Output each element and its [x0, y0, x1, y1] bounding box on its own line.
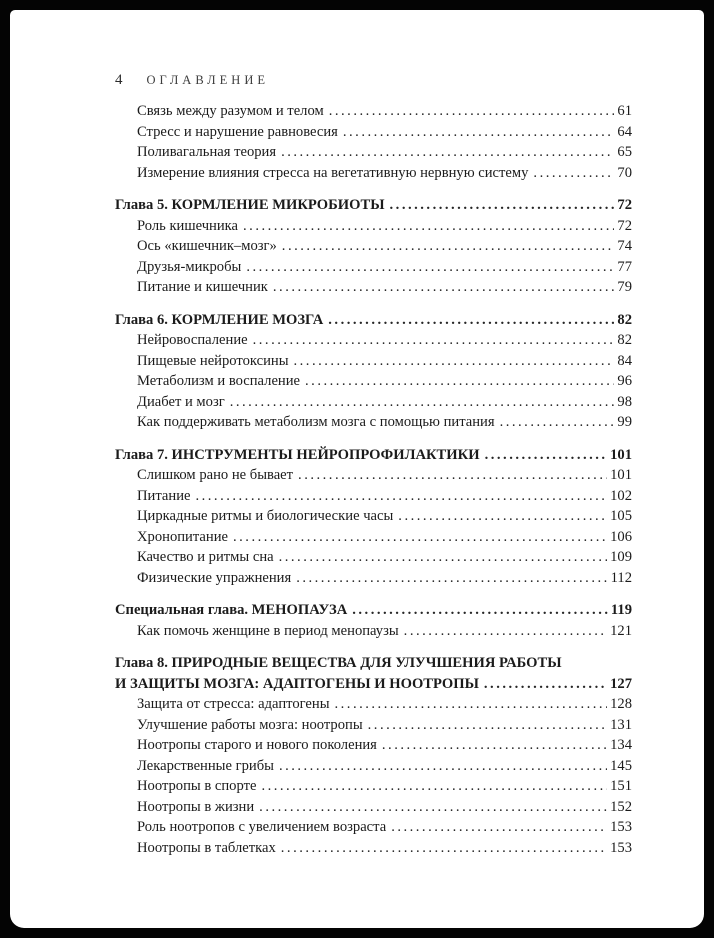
toc-entry-label: Циркадные ритмы и биологические часы [137, 508, 394, 524]
toc-entry-label: Нейровоспаление [137, 332, 248, 348]
toc-sub-entry [115, 817, 632, 838]
toc-sub-entry [115, 371, 632, 392]
toc-entry-label: Улучшение работы мозга: ноотропы [137, 716, 363, 733]
toc-sub-entry [115, 776, 632, 797]
toc-entry-page-number: 61 [617, 103, 632, 119]
dot-leader [279, 547, 608, 568]
toc-entry-line [115, 330, 632, 351]
toc-entry-page-number: 105 [610, 508, 632, 524]
toc-entry-page-number: 102 [610, 487, 632, 504]
toc-entry-page-number: 74 [617, 238, 632, 254]
dot-leader [273, 277, 615, 298]
toc-entry-line [115, 568, 632, 589]
toc-entry-line [115, 195, 632, 216]
toc-entry-label: Связь между разумом и телом [137, 103, 324, 119]
toc-sub-entry [115, 486, 632, 507]
toc-sub-entry [115, 527, 632, 548]
dot-leader [328, 310, 614, 331]
toc-entry-label: Питание [137, 487, 191, 504]
toc-entry-page-number: 98 [617, 393, 632, 410]
toc-entry-line [115, 486, 632, 507]
toc-entry-page-number: 121 [610, 622, 632, 639]
dot-leader [404, 621, 607, 642]
toc-entry-label: Поливагальная теория [137, 144, 277, 160]
toc-chapter-entry [115, 195, 632, 216]
toc-entry-line [115, 735, 632, 756]
toc-entry-line [115, 797, 632, 818]
dot-leader [195, 486, 607, 507]
toc-entry-label: Роль ноотропов с увеличением возраста [137, 819, 387, 835]
page-number: 4 [115, 72, 123, 88]
toc-sub-entry [115, 756, 632, 777]
toc-sub-entry [115, 412, 632, 433]
toc-entry-line [115, 277, 632, 298]
toc-entry-page-number: 82 [617, 311, 632, 328]
toc-entry-page-number: 153 [610, 839, 632, 856]
dot-leader [279, 756, 607, 777]
dot-leader [484, 674, 607, 695]
running-head: ОГЛАВЛЕНИЕ [146, 73, 269, 87]
dot-leader [329, 101, 615, 122]
toc-entry-page-number: 72 [617, 217, 632, 234]
toc-sub-entry [115, 797, 632, 818]
toc-entry-label: Физические упражнения [137, 569, 292, 586]
dot-leader [390, 195, 615, 216]
dot-leader [533, 163, 614, 184]
toc-entry-label: Глава 6. КОРМЛЕНИЕ МОЗГА [115, 311, 324, 328]
dot-leader [485, 445, 608, 466]
toc-entry-line [115, 412, 632, 433]
toc-sub-entry [115, 101, 632, 122]
toc-entry-line [115, 694, 632, 715]
toc-entry-label: Лекарственные грибы [137, 757, 274, 774]
toc-entry-line [115, 236, 632, 257]
toc-sub-entry [115, 465, 632, 486]
toc-entry-page-number: 127 [610, 675, 632, 692]
toc-entry-page-number: 106 [610, 528, 632, 545]
dot-leader [261, 776, 607, 797]
toc-entry-line [115, 392, 632, 413]
toc-entry-page-number: 153 [610, 819, 632, 835]
toc-entry-label: Качество и ритмы сна [137, 549, 274, 565]
toc-entry-label: Ноотропы в спорте [137, 778, 257, 794]
toc-sub-entry [115, 330, 632, 351]
dot-leader [259, 797, 607, 818]
toc-entry-line [115, 600, 632, 621]
toc-entry-page-number: 65 [617, 144, 632, 160]
dot-leader [500, 412, 615, 433]
dot-leader [343, 122, 615, 143]
toc-sub-entry [115, 236, 632, 257]
toc-entry-page-number: 128 [610, 696, 632, 712]
dot-leader [243, 216, 614, 237]
toc-entry-page-number: 152 [610, 798, 632, 815]
toc-entry-line [115, 674, 632, 695]
toc-entry-label: Слишком рано не бывает [137, 467, 294, 483]
toc-entry-label: Питание и кишечник [137, 279, 268, 295]
dot-leader [305, 371, 614, 392]
toc-sub-entry [115, 142, 632, 163]
toc-entry-label: Ось «кишечник–мозг» [137, 238, 277, 254]
toc-entry-line [115, 506, 632, 527]
toc-entry-page-number: 109 [610, 549, 632, 565]
toc-entry-label: Роль кишечника [137, 217, 239, 234]
toc-sub-entry [115, 257, 632, 278]
toc-sub-entry [115, 694, 632, 715]
toc-entry-line [115, 101, 632, 122]
toc-entry-label: Глава 7. ИНСТРУМЕНТЫ НЕЙРОПРОФИЛАКТИКИ [115, 446, 480, 463]
toc-sub-entry [115, 838, 632, 859]
toc-sub-entry [115, 506, 632, 527]
toc-entry-page-number: 70 [617, 164, 632, 181]
toc-chapter-entry [115, 653, 632, 694]
toc-sub-entry [115, 568, 632, 589]
toc-entry-line [115, 122, 632, 143]
toc-entry-label: Хронопитание [137, 528, 228, 545]
page-header [115, 72, 632, 89]
toc-entry-line [115, 465, 632, 486]
toc-entry-label: Диабет и мозг [137, 393, 225, 410]
dot-leader [281, 838, 607, 859]
toc-entry-line [115, 445, 632, 466]
toc-entry-line [115, 756, 632, 777]
toc-entry-label: Друзья-микробы [137, 258, 242, 275]
toc-entry-line [115, 527, 632, 548]
toc-entry-page-number: 119 [610, 602, 632, 618]
toc-entry-label: Специальная глава. МЕНОПАУЗА [115, 602, 348, 618]
toc-entry-label: Как поддерживать метаболизм мозга с помощью питания [137, 414, 495, 430]
toc-chapter-entry [115, 445, 632, 466]
toc-entry-page-number: 134 [610, 737, 632, 753]
toc-sub-entry [115, 715, 632, 736]
dot-leader [253, 330, 615, 351]
dot-leader [335, 694, 608, 715]
toc-entry-line [115, 371, 632, 392]
toc-entry-line [115, 817, 632, 838]
toc-entry-label: Защита от стресса: адаптогены [137, 696, 330, 712]
toc-entry-line [115, 310, 632, 331]
toc-sub-entry [115, 277, 632, 298]
toc-entry-line [115, 838, 632, 859]
toc-entry-page-number: 82 [617, 332, 632, 348]
dot-leader [296, 568, 607, 589]
dot-leader [382, 735, 607, 756]
toc-entry-label: И ЗАЩИТЫ МОЗГА: АДАПТОГЕНЫ И НООТРОПЫ [115, 675, 479, 692]
dot-leader [294, 351, 615, 372]
toc-entry-line [115, 257, 632, 278]
dot-leader [352, 600, 608, 621]
table-of-contents [115, 101, 632, 858]
toc-entry-label: Стресс и нарушение равновесия [137, 123, 338, 140]
toc-entry-label: Ноотропы в таблетках [137, 839, 276, 856]
toc-entry-label: Глава 5. КОРМЛЕНИЕ МИКРОБИОТЫ [115, 197, 385, 213]
toc-sub-entry [115, 216, 632, 237]
toc-entry-label: Метаболизм и воспаление [137, 373, 301, 389]
toc-sub-entry [115, 122, 632, 143]
toc-entry-line [115, 776, 632, 797]
toc-entry-line [115, 216, 632, 237]
toc-entry-line [115, 163, 632, 184]
toc-entry-line [115, 715, 632, 736]
toc-sub-entry [115, 547, 632, 568]
dot-leader [391, 817, 607, 838]
toc-entry-label-line1: Глава 8. ПРИРОДНЫЕ ВЕЩЕСТВА ДЛЯ УЛУЧШЕНИЯ РАБОТЫ [115, 655, 562, 671]
toc-entry-line [115, 621, 632, 642]
dot-leader [246, 257, 614, 278]
toc-entry-page-number: 99 [617, 414, 632, 430]
toc-entry-page-number: 131 [610, 716, 632, 733]
toc-sub-entry [115, 351, 632, 372]
toc-entry-page-number: 96 [617, 373, 632, 389]
dot-leader [233, 527, 607, 548]
toc-entry-page-number: 151 [610, 778, 632, 794]
toc-entry-page-number: 79 [617, 279, 632, 295]
dot-leader [368, 715, 607, 736]
toc-entry-label: Ноотропы старого и нового поколения [137, 737, 377, 753]
toc-entry-label: Как помочь женщине в период менопаузы [137, 622, 399, 639]
toc-sub-entry [115, 163, 632, 184]
book-page [10, 10, 704, 928]
toc-sub-entry [115, 392, 632, 413]
toc-entry-label: Измерение влияния стресса на вегетативную нервную систему [137, 164, 529, 181]
dot-leader [398, 506, 607, 527]
toc-chapter-entry [115, 600, 632, 621]
toc-entry-label: Пищевые нейротоксины [137, 352, 289, 369]
toc-entry-line [115, 351, 632, 372]
dot-leader [298, 465, 607, 486]
dot-leader [282, 236, 615, 257]
dot-leader [230, 392, 615, 413]
toc-entry-page-number: 145 [610, 757, 632, 774]
toc-entry-page-number: 84 [617, 352, 632, 369]
toc-sub-entry [115, 621, 632, 642]
toc-entry-page-number: 101 [610, 446, 632, 463]
dot-leader [281, 142, 614, 163]
toc-entry-page-number: 72 [617, 197, 632, 213]
toc-entry-label: Ноотропы в жизни [137, 798, 255, 815]
toc-entry-page-number: 77 [617, 258, 632, 275]
toc-entry-page-number: 101 [610, 467, 632, 483]
toc-entry-page-number: 112 [610, 569, 632, 586]
toc-entry-page-number: 64 [617, 123, 632, 140]
toc-entry-line [115, 547, 632, 568]
toc-sub-entry [115, 735, 632, 756]
toc-chapter-entry [115, 310, 632, 331]
toc-entry-line [115, 142, 632, 163]
